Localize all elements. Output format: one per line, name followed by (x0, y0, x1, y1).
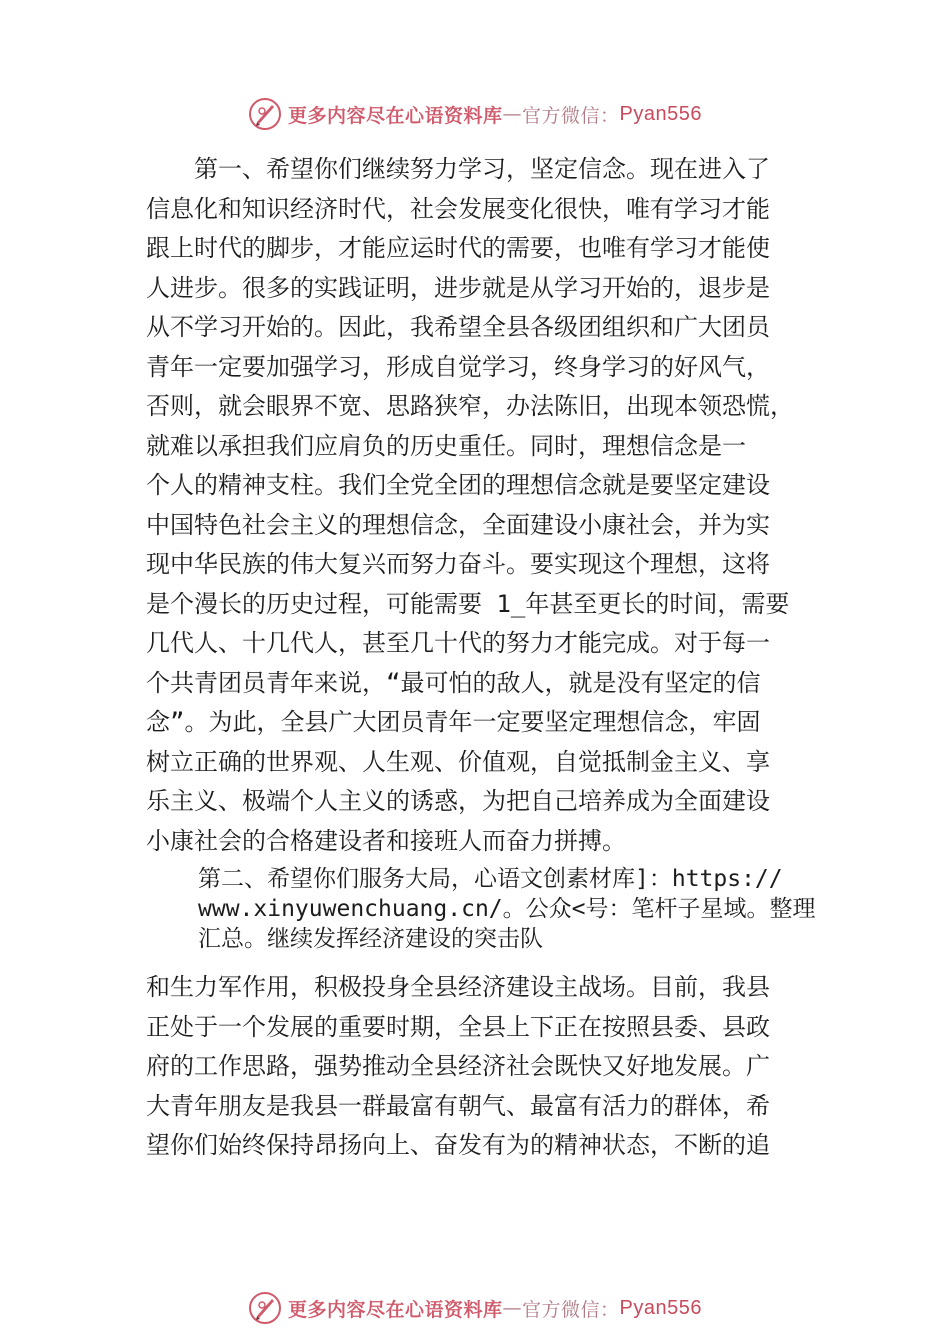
text-line: 个人的精神支柱。我们全党全团的理想信念就是要坚定建设 (146, 471, 770, 499)
banner-wechat-label: 官方微信： (522, 104, 620, 127)
text-line: 大青年朋友是我县一群最富有朝气、最富有活力的群体，希 (146, 1091, 770, 1120)
paragraph-1 (146, 150, 826, 861)
quill-logo-icon (248, 1291, 282, 1325)
text-line: 乐主义、极端个人主义的诱惑，为把自己培养成为全面建设 (146, 787, 770, 815)
text-line: 否则，就会眼界不宽、思路狭窄，办法陈旧，出现本领恐慌， (146, 392, 794, 420)
text-line: 汇总。继续发挥经济建设的突击队 (198, 926, 543, 952)
text-line: 和生力军作用，积极投身全县经济建设主战场。目前，我县 (146, 973, 770, 1001)
text-line: www.xinyuwenchuang.cn/。公众<号：笔杆子星域。整理 (198, 896, 816, 922)
banner-main-text: 更多内容尽在心语资料库 (288, 104, 503, 127)
text-line: 信息化和知识经济时代，社会发展变化很快，唯有学习才能 (146, 194, 770, 223)
text-line: 树立正确的世界观、人生观、价值观，自觉抵制金主义、享 (146, 747, 770, 776)
text-line: 第一、希望你们继续努力学习，坚定信念。现在进入了 (146, 155, 770, 183)
text-line: 第二、希望你们服务大局，心语文创素材库]：https:// (198, 866, 783, 892)
text-line: 府的工作思路，强势推动全县经济社会既快又好地发展。广 (146, 1052, 770, 1080)
text-line: 中国特色社会主义的理想信念，全面建设小康社会，并为实 (146, 510, 770, 539)
text-line: 念”。为此，全县广大团员青年一定要坚定理想信念，牢固 (146, 708, 761, 736)
text-line: 现中华民族的伟大复兴而努力奋斗。要实现这个理想，这将 (146, 550, 770, 578)
text-line: 望你们始终保持昂扬向上、奋发有为的精神状态，不断的追 (146, 1131, 770, 1159)
banner-dash: — (502, 1297, 523, 1319)
text-line: 个共青团员青年来说，“最可怕的敌人，就是没有坚定的信 (146, 668, 761, 697)
banner-account: Pyan556 (619, 102, 702, 125)
banner-account: Pyan556 (619, 1296, 702, 1319)
text-line: 正处于一个发展的重要时期，全县上下正在按照县委、县政 (146, 1012, 770, 1041)
paragraph-2 (198, 864, 828, 954)
text-line: 从不学习开始的。因此，我希望全县各级团组织和广大团员 (146, 313, 770, 341)
text-line: 就难以承担我们应肩负的历史重任。同时，理想信念是一 (146, 431, 746, 460)
text-line: 几代人、十几代人，甚至几十代的努力才能完成。对于每一 (146, 629, 770, 657)
header-banner (0, 94, 950, 134)
footer-banner (0, 1288, 950, 1328)
banner-wechat-label: 官方微信： (522, 1298, 620, 1321)
banner-main-text: 更多内容尽在心语资料库 (288, 1298, 503, 1321)
banner-dash: — (502, 103, 523, 125)
text-line: 小康社会的合格建设者和接班人而奋力拼搏。 (146, 826, 626, 855)
quill-logo-icon (248, 97, 282, 131)
text-line: 人进步。很多的实践证明，进步就是从学习开始的，退步是 (146, 273, 770, 302)
text-line: 跟上时代的脚步，才能应运时代的需要，也唯有学习才能使 (146, 234, 770, 262)
text-line: 青年一定要加强学习，形成自觉学习，终身学习的好风气， (146, 352, 770, 381)
text-line: 是个漫长的历史过程，可能需要 1_年甚至更长的时间，需要 (146, 589, 790, 618)
paragraph-3 (146, 968, 826, 1166)
